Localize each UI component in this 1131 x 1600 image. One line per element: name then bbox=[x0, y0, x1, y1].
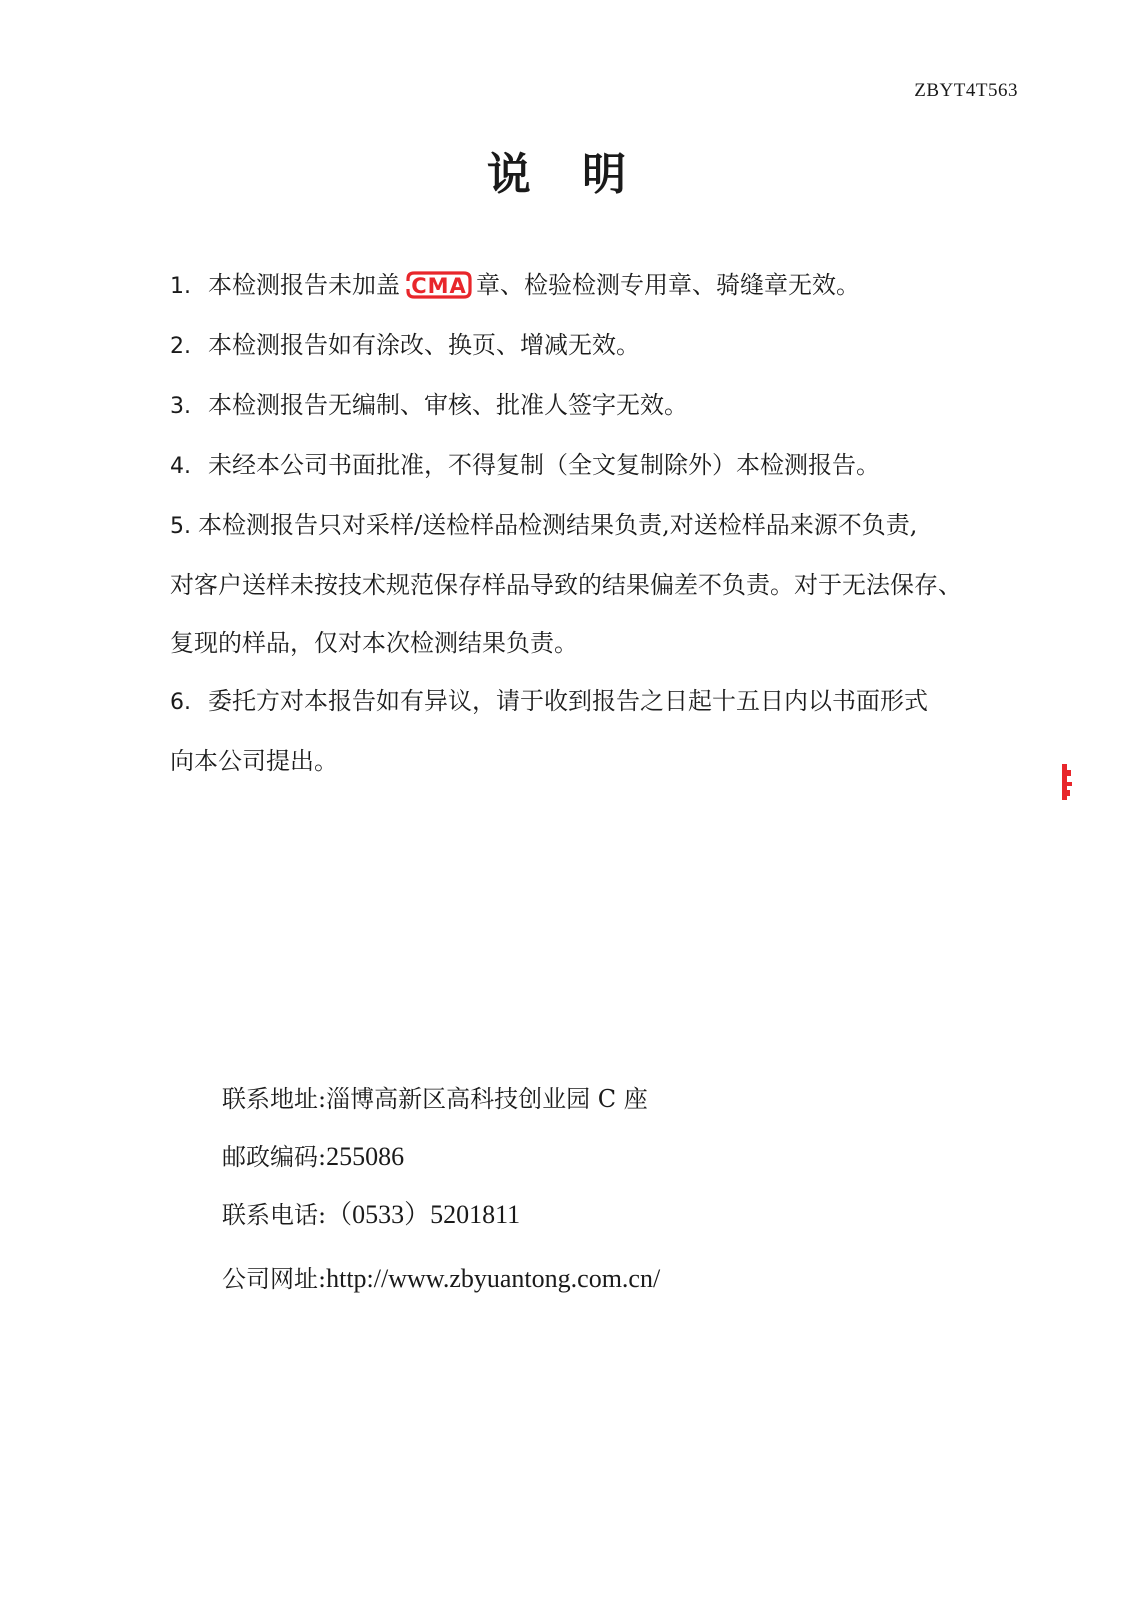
note-text-line: 对客户送样未按技术规范保存样品导致的结果偏差不负责。对于无法保存、 bbox=[170, 571, 962, 599]
contact-address bbox=[222, 1070, 660, 1128]
website-link[interactable]: http://www.zbyuantong.com.cn/ bbox=[326, 1264, 661, 1293]
report-code: ZBYT4T563 bbox=[914, 80, 1018, 101]
postal-value: 255086 bbox=[326, 1142, 405, 1171]
contact-phone bbox=[222, 1186, 660, 1244]
note-text: 本检测报告如有涂改、换页、增减无效。 bbox=[208, 331, 640, 359]
note-number: 1. bbox=[170, 274, 191, 299]
note-item-4 bbox=[170, 436, 1030, 496]
cma-logo-text: CMA bbox=[411, 274, 467, 298]
postal-label: 邮政编码: bbox=[222, 1143, 327, 1171]
note-item-1 bbox=[170, 256, 1030, 316]
note-item-6 bbox=[170, 672, 1030, 790]
note-text-line: 向本公司提出。 bbox=[170, 747, 338, 775]
contact-info bbox=[222, 1070, 660, 1308]
note-item-2 bbox=[170, 316, 1030, 376]
note-number: 3. bbox=[170, 394, 191, 419]
address-value: 淄博高新区高科技创业园 C 座 bbox=[326, 1085, 648, 1113]
website-label: 公司网址: bbox=[222, 1265, 327, 1293]
address-label: 联系地址: bbox=[222, 1085, 327, 1113]
note-text-line: 本检测报告只对采样/送检样品检测结果负责,对送检样品来源不负责, bbox=[198, 511, 918, 539]
note-number: 6. bbox=[170, 690, 191, 715]
note-text: 本检测报告未加盖 bbox=[208, 271, 400, 299]
note-text-line: 委托方对本报告如有异议，请于收到报告之日起十五日内以书面形式 bbox=[208, 687, 928, 715]
note-number: 4. bbox=[170, 454, 191, 479]
note-text: 未经本公司书面批准，不得复制（全文复制除外）本检测报告。 bbox=[208, 451, 880, 479]
notes-list bbox=[170, 256, 1030, 790]
cma-logo-icon bbox=[406, 270, 472, 300]
contact-postal-code bbox=[222, 1128, 660, 1186]
note-number: 2. bbox=[170, 334, 191, 359]
phone-label: 联系电话: bbox=[222, 1201, 327, 1229]
contact-website bbox=[222, 1250, 660, 1308]
page-title: 说 明 bbox=[486, 149, 645, 200]
note-text-continued: 章、检验检测专用章、骑缝章无效。 bbox=[476, 271, 860, 299]
note-item-5 bbox=[170, 496, 1030, 672]
note-number: 5. bbox=[170, 514, 191, 539]
note-text: 本检测报告无编制、审核、批准人签字无效。 bbox=[208, 391, 688, 419]
note-item-3 bbox=[170, 376, 1030, 436]
phone-value: （0533）5201811 bbox=[326, 1200, 521, 1229]
note-text-line: 复现的样品，仅对本次检测结果负责。 bbox=[170, 629, 578, 657]
seal-edge-mark bbox=[1061, 762, 1073, 802]
